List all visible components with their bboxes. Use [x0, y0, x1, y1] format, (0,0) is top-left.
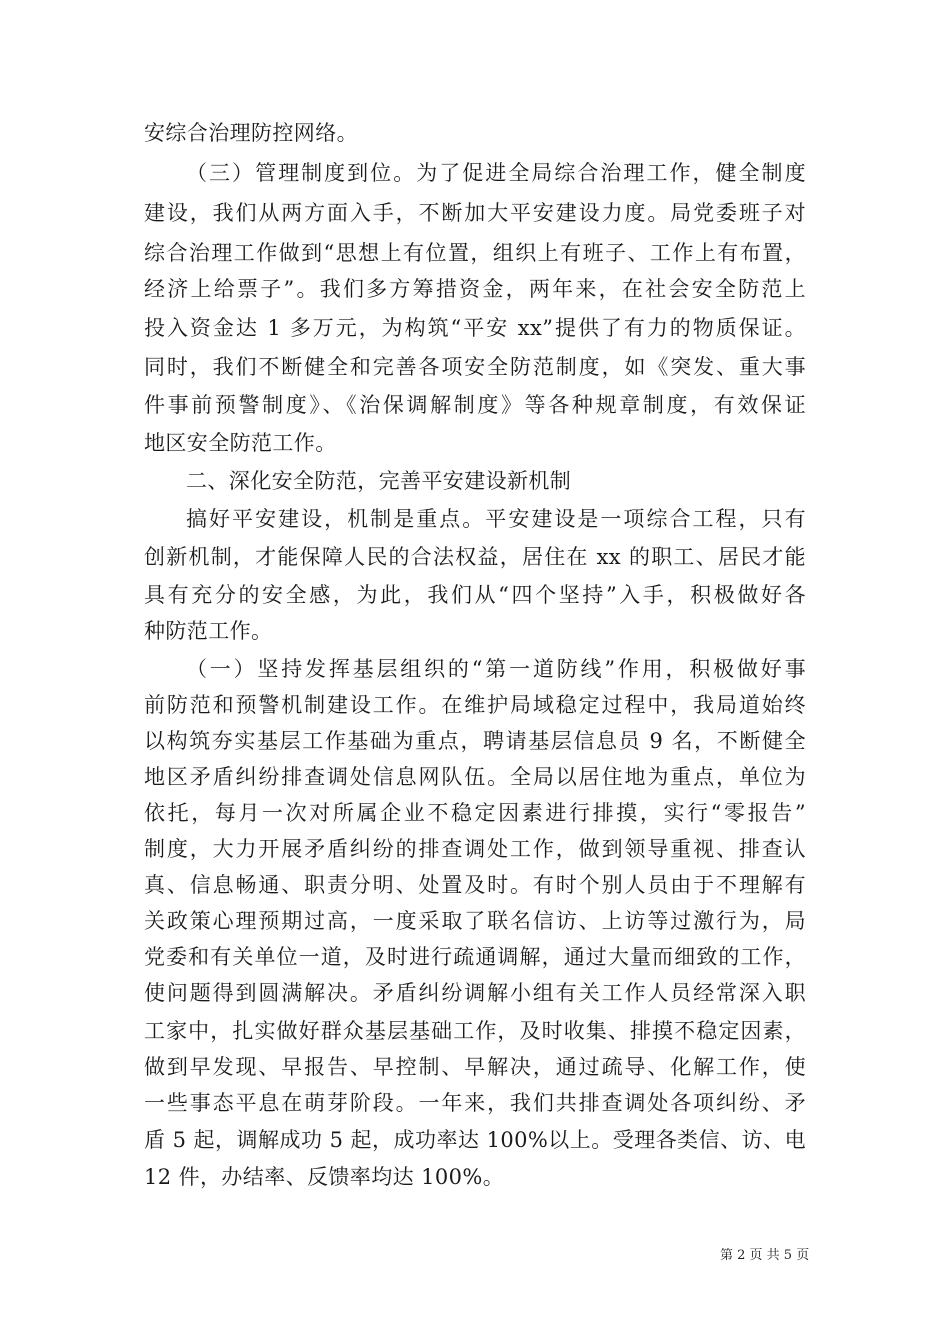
- text-line: 投入资金达 1 多万元，为构筑“平安 xx”提供了有力的物质保证。: [144, 316, 806, 340]
- text-line: 综合治理工作做到“思想上有位置，组织上有班子、工作上有布置，: [144, 241, 806, 265]
- page-number: 第 2 页 共 5 页: [720, 1248, 810, 1263]
- text-line: 工家中，扎实做好群众基层基础工作，及时收集、排摸不稳定因素，: [144, 1019, 806, 1043]
- text-line: 真、信息畅通、职责分明、处置及时。有时个别人员由于不理解有: [144, 873, 806, 897]
- text-line: 种防范工作。: [144, 619, 273, 643]
- text-line: 一些事态平息在萌芽阶段。一年来，我们共排查调处各项纠纷、矛: [144, 1091, 806, 1115]
- text-line: 创新机制，才能保障人民的合法权益，居住在 xx 的职工、居民才能: [144, 545, 806, 569]
- paragraph-heading-line: （一）坚持发挥基层组织的“第一道防线”作用，积极做好事: [186, 657, 806, 681]
- text-line: 关政策心理预期过高，一度采取了联名信访、上访等过激行为，局: [144, 909, 806, 933]
- paragraph-heading-line: （三）管理制度到位。为了促进全局综合治理工作，健全制度: [186, 161, 806, 185]
- text-line: 安综合治理防控网络。: [144, 121, 358, 145]
- text-line: 搞好平安建设，机制是重点。平安建设是一项综合工程，只有: [186, 507, 806, 531]
- text-line: 党委和有关单位一道，及时进行疏通调解，通过大量而细致的工作，: [144, 945, 806, 969]
- text-line: 依托，每月一次对所属企业不稳定因素进行排摸，实行“零报告”: [144, 801, 806, 825]
- text-line: 12 件，办结率、反馈率均达 100%。: [144, 1165, 505, 1189]
- text-line: 地区矛盾纠纷排查调处信息网队伍。全局以居住地为重点，单位为: [144, 765, 806, 789]
- text-line: 使问题得到圆满解决。矛盾纠纷调解小组有关工作人员经常深入职: [144, 981, 806, 1005]
- text-line: 同时，我们不断健全和完善各项安全防范制度，如《突发、重大事: [144, 355, 806, 379]
- text-line: 制度，大力开展矛盾纠纷的排查调处工作，做到领导重视、排查认: [144, 837, 806, 861]
- text-line: 地区安全防范工作。: [144, 431, 337, 455]
- text-line: 前防范和预警机制建设工作。在维护局域稳定过程中，我局道始终: [144, 693, 806, 717]
- text-line: 做到早发现、早报告、早控制、早解决，通过疏导、化解工作，使: [144, 1055, 806, 1079]
- text-line: 盾 5 起，调解成功 5 起，成功率达 100%以上。受理各类信、访、电: [144, 1128, 806, 1152]
- section-heading: 二、深化安全防范，完善平安建设新机制: [186, 469, 572, 493]
- text-line: 件事前预警制度》、《治保调解制度》等各种规章制度，有效保证: [144, 393, 806, 417]
- text-line: 建设，我们从两方面入手，不断加大平安建设力度。局党委班子对: [144, 201, 806, 225]
- text-line: 以构筑夯实基层工作基础为重点，聘请基层信息员 9 名，不断健全: [144, 729, 806, 753]
- text-line: 经济上给票子”。我们多方筹措资金，两年来，在社会安全防范上: [144, 277, 806, 301]
- text-line: 具有充分的安全感，为此，我们从“四个坚持”入手，积极做好各: [144, 583, 806, 607]
